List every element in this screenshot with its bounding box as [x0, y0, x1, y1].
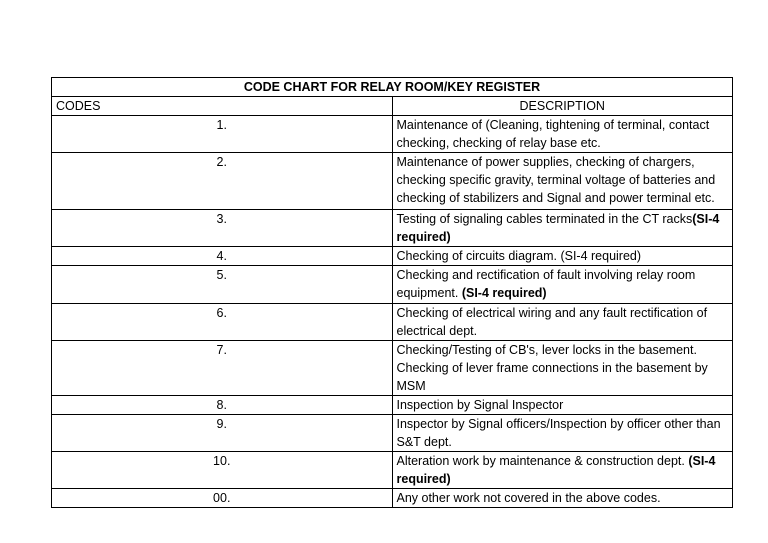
row-code: 8. — [52, 396, 393, 415]
row-code: 10. — [52, 452, 393, 489]
row-code: 7. — [52, 341, 393, 396]
row-code: 3. — [52, 210, 393, 247]
table-title: CODE CHART FOR RELAY ROOM/KEY REGISTER — [52, 78, 733, 97]
row-code: 00. — [52, 489, 393, 508]
row-text: Checking of circuits diagram. (SI-4 required) — [396, 249, 642, 263]
row-description — [392, 452, 733, 489]
table-row — [52, 247, 733, 266]
table-row — [52, 153, 733, 210]
row-bold-note: (SI-4 required) — [461, 286, 547, 300]
row-description — [392, 153, 733, 210]
row-code: 6. — [52, 304, 393, 341]
code-chart-sheet — [51, 77, 733, 508]
row-text: Alteration work by maintenance & construction dept. — [396, 454, 689, 468]
table-row — [52, 210, 733, 247]
row-bold-note: (SI-4 required) — [396, 454, 716, 486]
row-description — [392, 247, 733, 266]
title-row — [52, 78, 733, 97]
row-description — [392, 489, 733, 508]
row-code: 4. — [52, 247, 393, 266]
table-row — [52, 266, 733, 304]
row-text: Inspection by Signal Inspector — [396, 398, 564, 412]
row-description — [392, 341, 733, 396]
row-text: Checking and rectification of fault involving relay room equipment. — [396, 268, 696, 300]
table-row — [52, 116, 733, 153]
row-text: Checking/Testing of CB's, lever locks in the basement. Checking of lever frame connections in the basement by MSM — [396, 343, 708, 393]
row-description — [392, 116, 733, 153]
code-chart-table — [51, 77, 733, 508]
row-text: Maintenance of (Cleaning, tightening of terminal, contact checking, checking of relay base etc. — [396, 118, 710, 150]
row-text: Maintenance of power supplies, checking of chargers, checking specific gravity, terminal voltage of batteries and checking of stabilizers and Signal and power terminal etc. — [396, 155, 716, 205]
row-code: 1. — [52, 116, 393, 153]
row-text: Checking of electrical wiring and any fault rectification of electrical dept. — [396, 306, 708, 338]
table-row — [52, 341, 733, 396]
row-text: Testing of signaling cables terminated in the CT racks — [396, 212, 693, 226]
header-description: DESCRIPTION — [392, 97, 733, 116]
row-bold-note: (SI-4 required) — [396, 212, 720, 244]
table-row — [52, 452, 733, 489]
row-description — [392, 396, 733, 415]
row-description — [392, 266, 733, 304]
table-row — [52, 396, 733, 415]
row-description — [392, 210, 733, 247]
table-row — [52, 489, 733, 508]
row-code: 5. — [52, 266, 393, 304]
table-row — [52, 304, 733, 341]
row-code: 2. — [52, 153, 393, 210]
row-text: Inspector by Signal officers/Inspection by officer other than S&T dept. — [396, 417, 721, 449]
header-codes: CODES — [52, 97, 393, 116]
row-description — [392, 304, 733, 341]
row-text: Any other work not covered in the above codes. — [396, 491, 661, 505]
row-code: 9. — [52, 415, 393, 452]
row-description — [392, 415, 733, 452]
table-row — [52, 415, 733, 452]
header-row — [52, 97, 733, 116]
